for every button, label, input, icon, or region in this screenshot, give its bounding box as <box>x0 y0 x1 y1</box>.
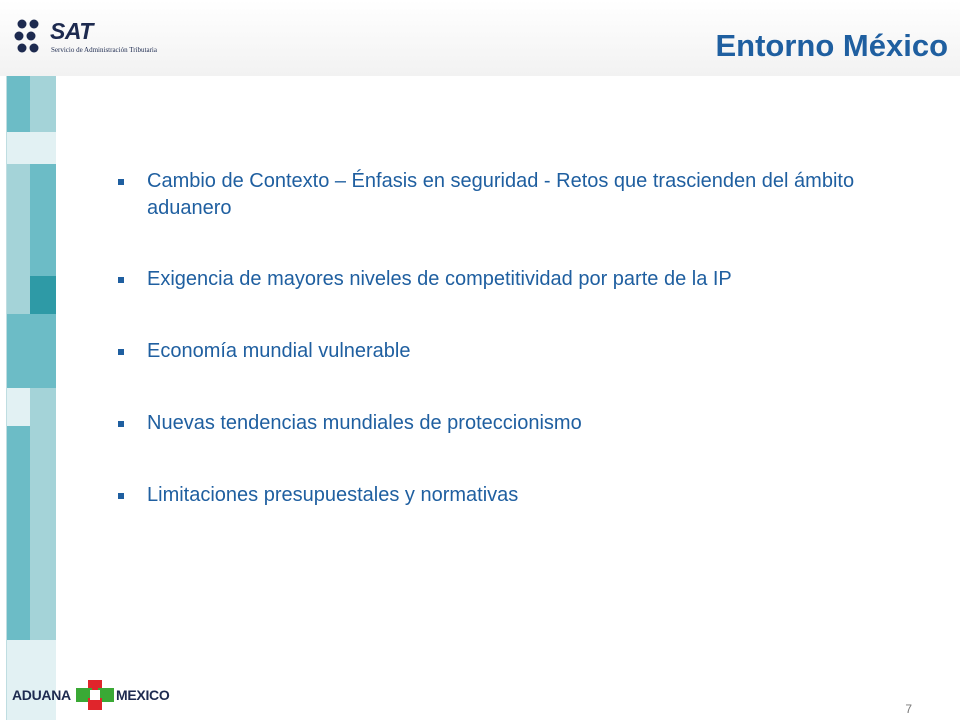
left-decorative-bar <box>0 76 70 720</box>
bar-cell <box>7 76 30 132</box>
aduana-mexico-logo <box>12 678 172 712</box>
bar-cell <box>7 314 56 388</box>
list-item <box>118 338 908 365</box>
page-number: 7 <box>905 702 912 716</box>
list-item <box>118 266 908 293</box>
list-item <box>118 410 908 437</box>
aduana-cross-icon <box>76 678 114 712</box>
square-bullet-icon <box>118 421 124 427</box>
square-bullet-icon <box>118 179 124 185</box>
bullet-text: Economía mundial vulnerable <box>147 340 411 362</box>
sat-logo <box>14 18 184 58</box>
square-bullet-icon <box>118 493 124 499</box>
bullet-list <box>118 168 908 554</box>
sat-dots-icon <box>14 18 46 54</box>
bar-cell <box>30 388 56 640</box>
bar-cell <box>30 164 56 276</box>
sat-logo-subtitle: Servicio de Administración Tributaria <box>51 46 157 54</box>
bar-cell <box>7 164 30 314</box>
bar-cell <box>7 388 30 426</box>
bar-cell <box>0 76 7 720</box>
aduana-logo-right-text: MEXICO <box>116 687 170 703</box>
list-item <box>118 168 908 222</box>
square-bullet-icon <box>118 277 124 283</box>
bullet-text: Exigencia de mayores niveles de competitividad por parte de la IP <box>147 268 732 290</box>
bullet-text: Nuevas tendencias mundiales de proteccionismo <box>147 412 582 434</box>
square-bullet-icon <box>118 349 124 355</box>
bar-cell <box>7 426 30 640</box>
bar-cell <box>30 276 56 314</box>
bullet-text: Cambio de Contexto – Énfasis en seguridad - Retos que trascienden del ámbito aduanero <box>147 170 855 219</box>
bullet-text: Limitaciones presupuestales y normativas <box>147 484 519 506</box>
sat-logo-word: SAT <box>50 18 93 44</box>
header-bar <box>0 0 960 76</box>
bar-cell <box>30 76 56 132</box>
list-item <box>118 482 908 509</box>
bar-cell <box>7 132 56 164</box>
aduana-logo-left-text: ADUANA <box>12 687 71 703</box>
slide-title: Entorno México <box>715 28 948 63</box>
